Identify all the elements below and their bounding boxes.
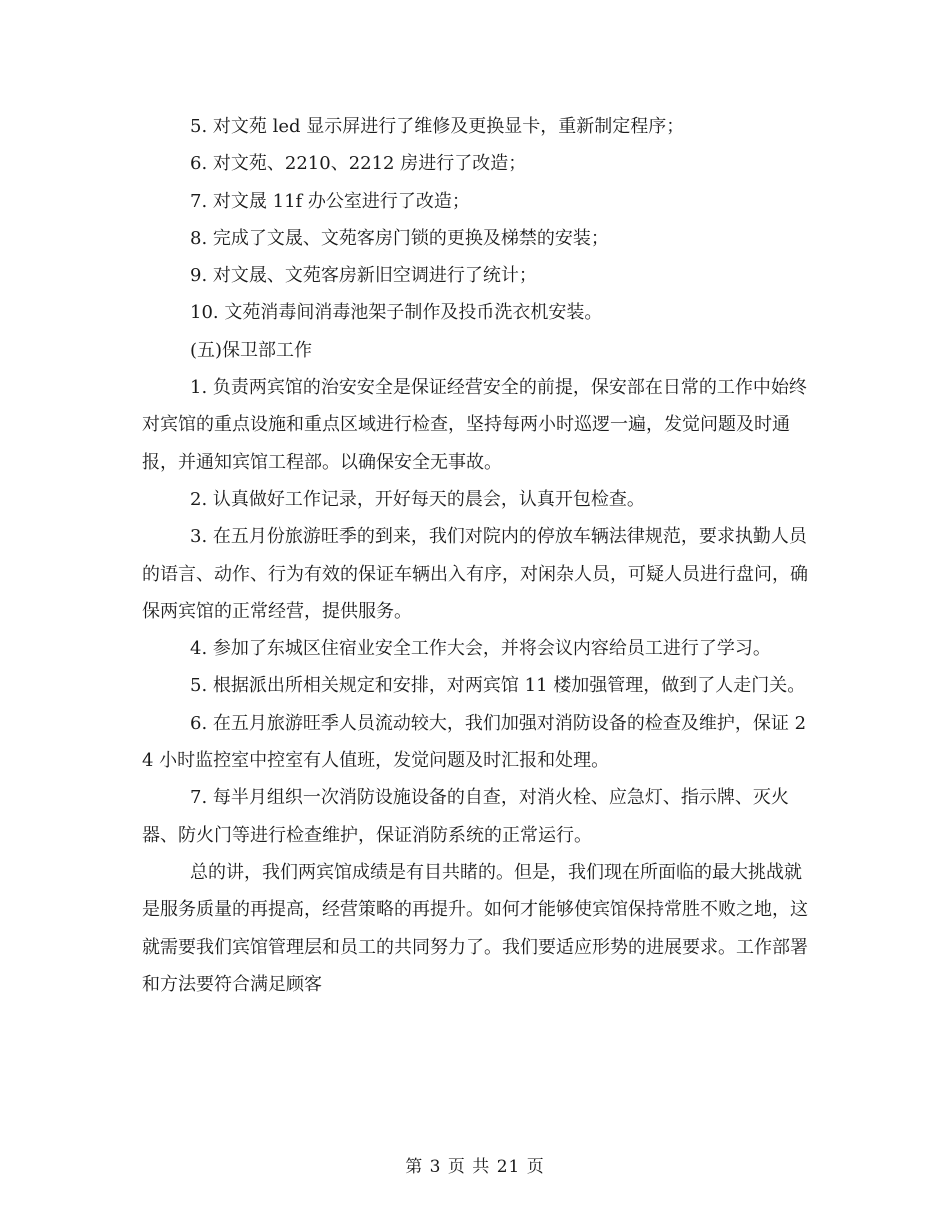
paragraph: 8. 完成了文晟、文苑客房门锁的更换及梯禁的安装； bbox=[190, 227, 609, 249]
paragraph: 5. 根据派出所相关规定和安排，对两宾馆 11 楼加强管理，做到了人走门关。 bbox=[190, 675, 806, 697]
paragraph: 7. 每半月组织一次消防设施设备的自查，对消火栓、应急灯、指示牌、灭火器、防火门等进行检查维护，保证消防系统的正常运行。 bbox=[142, 787, 789, 846]
paragraph: 总的讲，我们两宾馆成绩是有目共睹的。但是，我们现在所面临的最大挑战就是服务质量的再提高，经营策略的再提升。如何才能够使宾馆保持常胜不败之地，这就需要我们宾馆管理层和员工的共同努力了。我们要适应形势的进展要求。工作部署和方法要符合满足顾客 bbox=[142, 861, 808, 995]
paragraph: 10. 文苑消毒间消毒池架子制作及投币洗衣机安装。 bbox=[190, 302, 603, 324]
paragraph: 2. 认真做好工作记录，开好每天的晨会，认真开包检查。 bbox=[190, 488, 645, 510]
paragraph: 6. 对文苑、2210、2212 房进行了改造； bbox=[190, 153, 527, 175]
paragraph: 4. 参加了东城区住宿业安全工作大会，并将会议内容给员工进行了学习。 bbox=[190, 638, 771, 660]
paragraph: 9. 对文晟、文苑客房新旧空调进行了统计； bbox=[190, 265, 537, 287]
document-body bbox=[142, 108, 810, 1003]
paragraph: 5. 对文苑 led 显示屏进行了维修及更换显卡，重新制定程序； bbox=[190, 116, 685, 137]
paragraph: 3. 在五月份旅游旺季的到来，我们对院内的停放车辆法律规范，要求执勤人员的语言、动作、行为有效的保证车辆出入有序，对闲杂人员，可疑人员进行盘问，确保两宾馆的正常经营，提供服务。 bbox=[142, 526, 808, 622]
paragraph: 1. 负责两宾馆的治安安全是保证经营安全的前提，保安部在日常的工作中始终对宾馆的重点设施和重点区域进行检查，坚持每两小时巡逻一遍，发觉问题及时通报，并通知宾馆工程部。以确保安全无事故。 bbox=[142, 377, 807, 473]
section-heading: (五)保卫部工作 bbox=[190, 339, 313, 361]
page-number-footer: 第 3 页 共 21 页 bbox=[405, 1157, 545, 1177]
paragraph: 6. 在五月旅游旺季人员流动较大，我们加强对消防设备的检查及维护，保证 24 小时监控室中控室有人值班，发觉问题及时汇报和处理。 bbox=[142, 712, 807, 772]
paragraph: 7. 对文晟 11f 办公室进行了改造； bbox=[190, 190, 470, 212]
